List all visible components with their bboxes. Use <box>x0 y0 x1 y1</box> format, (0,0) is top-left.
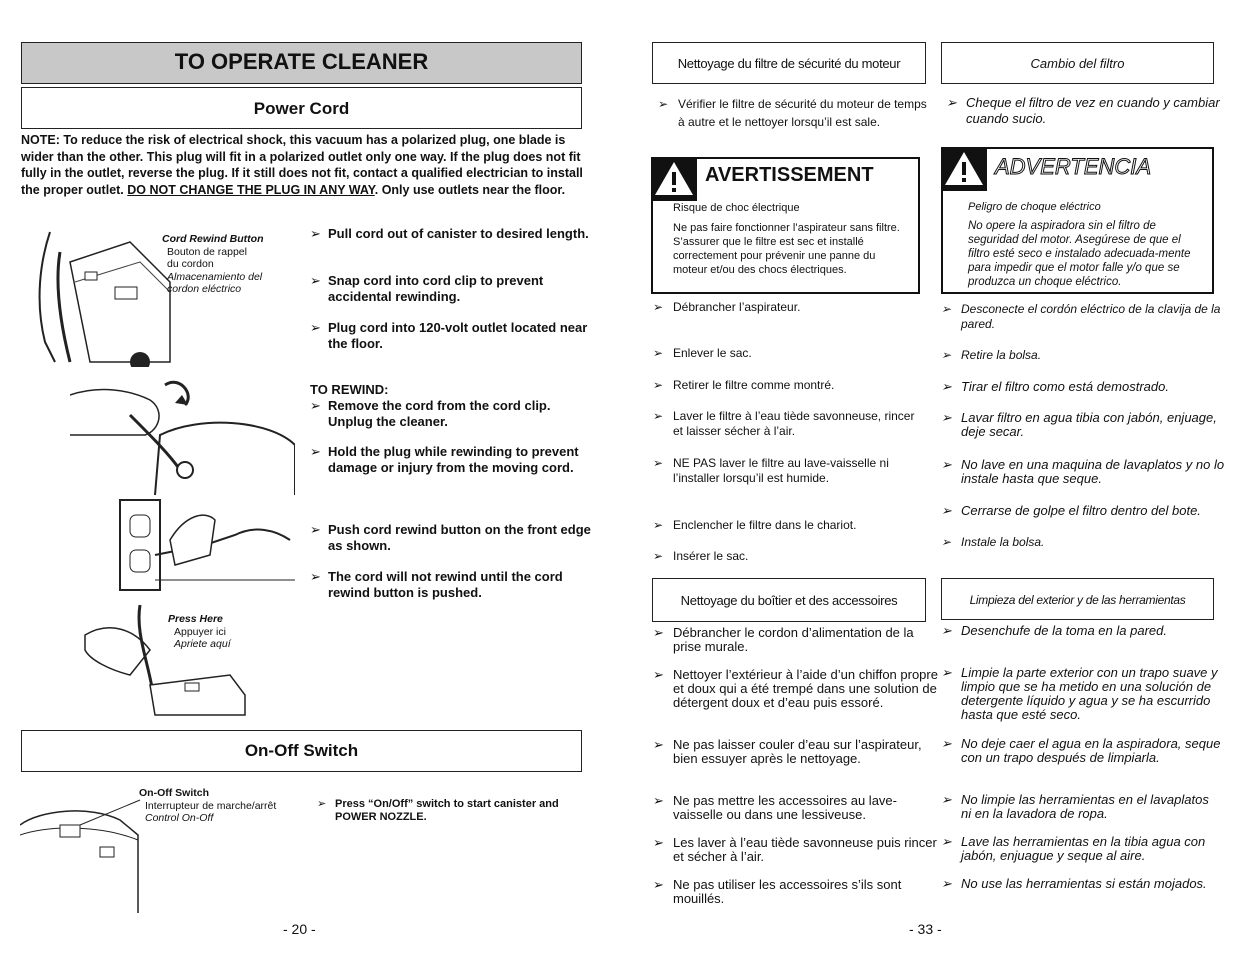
es-warning-sub: Peligro de choque eléctrico <box>968 201 1101 213</box>
fr-filter-header-text: Nettoyage du filtre de sécurité du moteur <box>677 56 901 71</box>
onoff-caption-es: Control On-Off <box>145 812 214 824</box>
onoff-caption <box>139 787 276 825</box>
warning-triangle-icon <box>941 147 987 191</box>
es-step-3: ➢ Tirar el filtro como está demostrado. <box>941 380 1231 394</box>
es-cleaning-header <box>941 578 1214 620</box>
es-clean-step-2: ➢ Limpie la parte exterior con un trapo suave y limpio que se ha metido en una solución de detergente líquido y agua y se ha escurrido hasta que esté seco. <box>941 666 1233 722</box>
press-here-caption <box>168 613 231 651</box>
press-here-caption-fr: Appuyer ici <box>174 625 226 638</box>
fr-warning-title: AVERTISSEMENT <box>705 164 874 186</box>
es-clean-step-1: ➢ Desenchufe de la toma en la pared. <box>941 624 1231 638</box>
es-clean-step-6: ➢ No use las herramientas si están mojados. <box>941 877 1221 891</box>
rewind-label: TO REWIND: <box>310 382 389 397</box>
es-clean-step-4: ➢ No limpie las herramientas en el lavaplatos ni en la lavadora de ropa. <box>941 793 1216 821</box>
fr-step-1: ➢ Débrancher l’aspirateur. <box>653 300 933 315</box>
rewind-step-1: ➢ Remove the cord from the cord clip. Unplug the cleaner. <box>310 398 598 430</box>
es-warning-body: No opere la aspiradora sin el filtro de seguridad del motor. Asegúrese de que el filtro esté seco e instalado adecuada-mente para impedir que el motor falle y/o que se produzca un choque eléctrico. <box>968 220 1191 288</box>
fr-intro: ➢ Vérifier le filtre de sécurité du moteur de temps à autre et le nettoyer lorsqu’il est sale. <box>658 95 933 131</box>
es-cleaning-header-text: Limpieza del exterior y de las herramientas <box>969 593 1186 607</box>
fr-warning-body: Ne pas faire fonctionner l’aspirateur sans filtre. S’assurer que le filtre est sec et installé correctement pour prévenir une panne du moteur et/ou des chocs électriques. <box>673 222 900 276</box>
es-filter-header-text: Cambio del filtro <box>1030 56 1125 71</box>
cord-rewind-caption-en: Cord Rewind Button <box>162 233 264 245</box>
note-tail: . Only use outlets near the floor. <box>374 182 566 197</box>
rewind-step-3: ➢ Push cord rewind button on the front edge as shown. <box>310 522 598 554</box>
outlet-plug-illustration <box>115 495 295 600</box>
fr-step-5: ➢ NE PAS laver le filtre au lave-vaisselle ni l’installer lorsqu’il est humide. <box>653 456 923 486</box>
step-2: ➢ Snap cord into cord clip to prevent accidental rewinding. <box>310 273 598 305</box>
fr-step-6: ➢ Enclencher le filtre dans le chariot. <box>653 518 933 533</box>
es-step-4: ➢ Lavar filtro en agua tibia con jabón, enjuage, deje secar. <box>941 411 1226 439</box>
onoff-step: ➢ Press “On/Off” switch to start canister and POWER NOZZLE. <box>317 798 590 824</box>
es-filter-header <box>941 42 1214 84</box>
fr-cleaning-header-text: Nettoyage du boîtier et des accessoires <box>680 593 898 608</box>
es-warning-title: ADVERTENCIA <box>995 154 1152 179</box>
fr-clean-step-5: ➢ Les laver à l’eau tiède savonneuse puis rincer et sécher à l’air. <box>653 836 941 864</box>
fr-clean-step-3: ➢ Ne pas laisser couler d’eau sur l’aspirateur, bien essuyer après le nettoyage. <box>653 738 928 766</box>
power-cord-header <box>21 87 582 129</box>
warning-triangle-icon <box>651 157 697 201</box>
onoff-switch-illustration <box>20 795 145 913</box>
fr-warning-box <box>651 157 920 294</box>
es-clean-step-5: ➢ Lave las herramientas en la tibia agua con jabón, enjuague y seque al aire. <box>941 835 1231 863</box>
onoff-header-text: On-Off Switch <box>244 741 359 760</box>
fr-step-4: ➢ Laver le filtre à l’eau tiède savonneuse, rincer et laisser sécher à l’air. <box>653 409 918 439</box>
cord-rewind-caption <box>162 233 263 296</box>
es-step-1: ➢ Desconecte el cordón eléctrico de la clavija de la pared. <box>941 302 1231 332</box>
vacuum-cord-illustration <box>30 222 180 367</box>
press-here-caption-en: Press Here <box>168 613 223 625</box>
fr-clean-step-1: ➢ Débrancher le cordon d’alimentation de la prise murale. <box>653 626 941 654</box>
fr-cleaning-header <box>652 578 926 622</box>
onoff-header <box>21 730 582 772</box>
cord-rewind-caption-fr2: du cordon <box>167 258 214 270</box>
power-cord-header-text: Power Cord <box>253 99 350 118</box>
unclip-cord-illustration <box>70 375 295 500</box>
page-title: TO OPERATE CLEANER <box>21 42 582 84</box>
es-step-2: ➢ Retire la bolsa. <box>941 348 1231 363</box>
safety-note <box>21 132 583 198</box>
es-step-6: ➢ Cerrarse de golpe el filtro dentro del bote. <box>941 504 1235 518</box>
es-intro: ➢ Cheque el filtro de vez en cuando y cambiar cuando sucio. <box>946 95 1231 127</box>
fr-filter-header <box>652 42 926 84</box>
fr-clean-step-2: ➢ Nettoyer l’extérieur à l’aide d’un chiffon propre et doux qui a été trempé dans une solution de détergent doux et d’eau puis essoré. <box>653 668 941 710</box>
note-underline: DO NOT CHANGE THE PLUG IN ANY WAY <box>127 182 375 197</box>
rewind-step-4: ➢ The cord will not rewind until the cord rewind button is pushed. <box>310 569 603 601</box>
rewind-step-2: ➢ Hold the plug while rewinding to prevent damage or injury from the moving cord. <box>310 444 598 476</box>
press-here-caption-es: Apriete aquí <box>174 638 231 650</box>
note-text: NOTE: To reduce the risk of electrical shock, this vacuum has a polarized plug, one blade is wider than the other. This plug will fit in a polarized outlet only one way. If the plug does not fit fully in the outlet, reverse the plug. If it still does not fit, contact a qualified electrician to install the proper outlet. <box>21 133 583 197</box>
step-1: ➢ Pull cord out of canister to desired length. <box>310 226 598 242</box>
es-clean-step-3: ➢ No deje caer el agua en la aspiradora, seque con un trapo después de limpiarla. <box>941 737 1231 765</box>
step-3: ➢ Plug cord into 120-volt outlet located near the floor. <box>310 320 598 352</box>
onoff-caption-en: On-Off Switch <box>139 787 209 799</box>
es-warning-box <box>941 147 1214 294</box>
left-page-number: - 20 - <box>283 921 316 937</box>
es-step-7: ➢ Instale la bolsa. <box>941 535 1231 550</box>
fr-step-3: ➢ Retirer le filtre comme montré. <box>653 378 933 393</box>
cord-rewind-caption-es1: Almacenamiento del <box>167 270 263 283</box>
onoff-caption-fr: Interrupteur de marche/arrêt <box>145 799 277 812</box>
cord-rewind-caption-es2: cordon eléctrico <box>167 283 242 295</box>
es-step-5: ➢ No lave en una maquina de lavaplatos y no lo instale hasta que seque. <box>941 458 1231 486</box>
fr-clean-step-6: ➢ Ne pas utiliser les accessoires s’ils sont mouillés. <box>653 878 941 906</box>
fr-step-2: ➢ Enlever le sac. <box>653 346 933 361</box>
right-page-number: - 33 - <box>909 921 942 937</box>
cord-rewind-caption-fr1: Bouton de rappel <box>167 245 247 258</box>
fr-clean-step-4: ➢ Ne pas mettre les accessoires au lave-vaisselle ou dans une lessiveuse. <box>653 794 941 822</box>
fr-step-7: ➢ Insérer le sac. <box>653 549 933 564</box>
fr-warning-sub: Risque de choc électrique <box>673 202 800 214</box>
